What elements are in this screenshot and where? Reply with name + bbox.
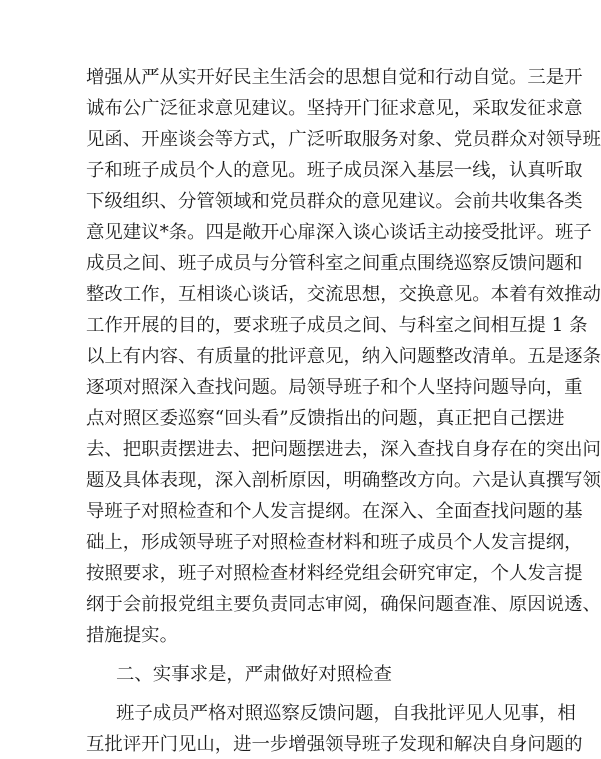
text-line-1: 增强从严从实开好民主生活会的思想自觉和行动自觉。三是开 xyxy=(86,67,583,88)
text-line-19: 措施提实。 xyxy=(86,625,178,646)
text-line-7: 成员之间、班子成员与分管科室之间重点围绕巡察反馈问题和 xyxy=(86,253,583,274)
text-line-13: 去、把职责摆进去、把问题摆进去，深入查找自身存在的突出问 xyxy=(86,439,601,460)
text-line-3: 见函、开座谈会等方式，广泛听取服务对象、党员群众对领导班 xyxy=(86,129,601,150)
text-line-10: 以上有内容、有质量的批评意见，纳入问题整改清单。五是逐条 xyxy=(86,346,601,367)
text-line-4: 子和班子成员个人的意见。班子成员深入基层一线，认真听取 xyxy=(86,160,583,181)
text-line-14: 题及具体表现，深入剖析原因，明确整改方向。六是认真撰写领 xyxy=(86,470,601,491)
text-line-12: 点对照区委巡察“回头看”反馈指出的问题，真正把自己摆进 xyxy=(86,408,565,429)
text-line-16: 础上，形成领导班子对照检查材料和班子成员个人发言提纲， xyxy=(86,532,583,553)
text-line-5: 下级组织、分管领域和党员群众的意见建议。会前共收集各类 xyxy=(86,191,583,212)
paragraph2-line-2: 互批评开门见山，进一步增强领导班子发现和解决自身问题的 xyxy=(86,734,583,755)
text-line-15: 导班子对照检查和个人发言提纲。在深入、全面查找问题的基 xyxy=(86,501,583,522)
section-heading: 二、实事求是，严肃做好对照检查 xyxy=(116,664,392,685)
paragraph2-line-1: 班子成员严格对照巡察反馈问题，自我批评见人见事，相 xyxy=(116,703,576,724)
text-line-9: 工作开展的目的，要求班子成员之间、与科室之间相互提 1 条 xyxy=(86,315,588,336)
text-line-6: 意见建议*条。四是敞开心扉深入谈心谈话主动接受批评。班子 xyxy=(86,222,592,243)
text-line-8: 整改工作，互相谈心谈话，交流思想，交换意见。本着有效推动 xyxy=(86,284,601,305)
text-line-17: 按照要求，班子对照检查材料经党组会研究审定，个人发言提 xyxy=(86,563,583,584)
text-line-18: 纲于会前报党组主要负责同志审阅，确保问题查准、原因说透、 xyxy=(86,594,601,615)
text-line-2: 诚布公广泛征求意见建议。坚持开门征求意见，采取发征求意 xyxy=(86,98,583,119)
text-line-11: 逐项对照深入查找问题。局领导班子和个人坚持问题导向，重 xyxy=(86,377,583,398)
